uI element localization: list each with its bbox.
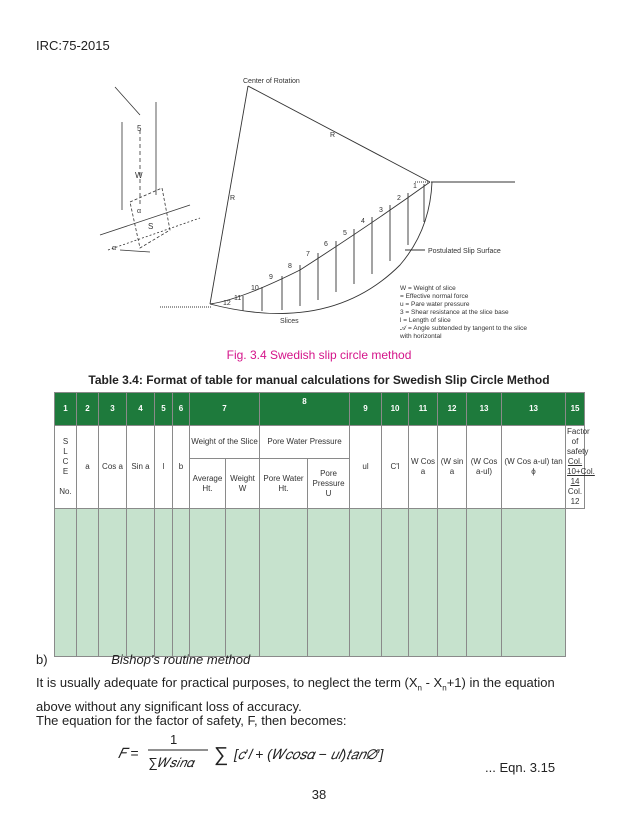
document-code: IRC:75-2015 [36, 38, 110, 53]
header-row-1 [55, 426, 585, 459]
col-num-1: 1 [55, 393, 77, 426]
equation-number: ... Eqn. 3.15 [485, 760, 556, 775]
header-weight-w: Weight W [226, 459, 260, 509]
header-wsin: (W sin a [438, 426, 467, 509]
body-cell [260, 509, 308, 657]
header-l: l [155, 426, 173, 509]
col-num-11: 11 [409, 393, 438, 426]
col-num-13a: 13 [467, 393, 502, 426]
para1-line-2: above without any significant loss of accuracy. [36, 698, 302, 714]
body-cell [127, 509, 155, 657]
header-wcos: W Cos a [409, 426, 438, 509]
slice-num-2: 2 [397, 195, 401, 202]
legend-line-1: W = Weight of slice [400, 285, 456, 292]
col-num-13b: 13 [502, 393, 566, 426]
figure-caption: Fig. 3.4 Swedish slip circle method [226, 348, 412, 362]
body-cell [438, 509, 467, 657]
table-title: Table 3.4: Format of table for manual calculations for Swedish Slip Circle Method [88, 373, 550, 387]
body-cell [55, 509, 77, 657]
para1-part-a: It is usually adequate for practical purposes, to neglect the term (X [36, 675, 418, 690]
col-num-5: 5 [155, 393, 173, 426]
col-num-12: 12 [438, 393, 467, 426]
slice-num-11: 11 [234, 295, 242, 302]
legend-line-5: l = Length of slice [400, 317, 451, 324]
body-cell [77, 509, 99, 657]
slice-num-1: 1 [413, 183, 417, 190]
label-postulated-slip-surface: Postulated Slip Surface [428, 248, 501, 255]
header-wcos-ul-tan: (W Cos a-ul) tan ϕ [502, 426, 566, 509]
label-w: W [135, 171, 143, 180]
col-num-6: 6 [173, 393, 190, 426]
paragraph-1 [36, 674, 606, 716]
page-number: 38 [311, 787, 327, 802]
section-label: b) [36, 652, 48, 667]
slice-num-4: 4 [361, 218, 365, 225]
col-num-9: 9 [350, 393, 382, 426]
body-cell [350, 509, 382, 657]
body-cell [99, 509, 127, 657]
body-cell [382, 509, 409, 657]
col-num-3: 3 [99, 393, 127, 426]
swedish-slip-circle-figure [0, 0, 638, 360]
slice-char-s: S [62, 437, 69, 446]
label-radius-1: R [230, 195, 236, 202]
legend-line-4: 3 = Shear resistance at the slice base [400, 309, 509, 316]
legend-line-6: 𝒜 = Angle subtended by tangent to the slice [400, 325, 528, 332]
col-num-2: 2 [77, 393, 99, 426]
para1-part-b: - X [422, 675, 443, 690]
header-a: a [77, 426, 99, 509]
para1-sub-1: n [417, 683, 422, 693]
label-alpha-2: α [112, 245, 117, 252]
eq-f: 𝐹 = [118, 745, 139, 761]
body-cell [409, 509, 438, 657]
header-ul: ul [350, 426, 382, 509]
eq-body: [𝑐′𝑙 + (𝑊𝑐𝑜𝑠𝛼 − 𝑢𝑙)𝑡𝑎𝑛∅′] [234, 746, 384, 762]
slice-char-no: No. [59, 487, 72, 496]
body-cell [226, 509, 260, 657]
slice-num-12: 12 [223, 300, 231, 307]
paragraph-2: The equation for the factor of safety, F, then becomes: [36, 713, 347, 728]
calculation-table [54, 392, 595, 657]
eq-sum: ∑ [214, 744, 229, 766]
header-pore-group: Pore Water Pressure [260, 426, 350, 459]
header-c1: C'l [382, 426, 409, 509]
header-cos-a: Cos a [99, 426, 127, 509]
col-num-4: 4 [127, 393, 155, 426]
col-num-7: 7 [190, 393, 260, 426]
header-pore-pressure: Pore Pressure U [308, 459, 350, 509]
body-cell [502, 509, 566, 657]
label-radius-2: R [330, 132, 336, 139]
label-five: 5 [137, 124, 142, 133]
legend-line-3: u = Pare water pressure [400, 301, 470, 308]
slice-char-gap [56, 477, 75, 487]
label-s: S [148, 222, 154, 231]
header-factor-of-safety [566, 426, 595, 509]
slice-num-7: 7 [306, 251, 310, 258]
header-b: b [173, 426, 190, 509]
slice-numbers [223, 183, 417, 307]
eq-numerator: 1 [170, 732, 178, 747]
body-cell [190, 509, 226, 657]
header-pore-water-ht: Pore Water Ht. [260, 459, 308, 509]
para1-sub-2: n [442, 683, 447, 693]
fos-line-3: Col. 12 [567, 487, 583, 506]
col-num-8: 8 [260, 393, 350, 426]
label-alpha-1: α [137, 208, 142, 215]
section-heading [36, 651, 250, 669]
fos-line-1: Factor of safety [567, 427, 590, 456]
column-number-row [55, 393, 585, 426]
slice-num-9: 9 [269, 274, 273, 281]
eq-denominator: ∑𝑊𝑠𝑖𝑛𝛼 [148, 755, 194, 770]
label-slices: Slices [280, 318, 299, 325]
body-cell [173, 509, 190, 657]
col-num-15: 15 [566, 393, 585, 426]
factor-of-safety-equation [118, 730, 478, 778]
figure-legend [399, 285, 527, 340]
label-center-of-rotation: Center of Rotation [243, 78, 300, 85]
legend-line-7: with horizontal [400, 333, 442, 340]
header-wcos-ul: (W Cos a-ul) [467, 426, 502, 509]
body-cell [467, 509, 502, 657]
slice-char-e: E [62, 467, 69, 476]
body-cell [155, 509, 173, 657]
table-body-row [55, 509, 585, 657]
header-sin-a: Sin a [127, 426, 155, 509]
body-cell [308, 509, 350, 657]
slice-num-3: 3 [379, 207, 383, 214]
col-num-10: 10 [382, 393, 409, 426]
fos-line-2: Col. 10+Col. 14 [567, 457, 595, 486]
slice-num-5: 5 [343, 230, 347, 237]
slice-num-10: 10 [251, 285, 259, 292]
slip-circle-diagram [160, 86, 515, 314]
slice-char-c: C [62, 457, 69, 466]
header-weight-group: Weight of the Slice [190, 426, 260, 459]
section-title: Bishop's routine method [111, 652, 251, 667]
slice-no-header [55, 426, 77, 509]
slice-num-8: 8 [288, 263, 292, 270]
slice-char-l: L [63, 447, 68, 456]
header-average-ht: Average Ht. [190, 459, 226, 509]
legend-line-2: = Effective normal force [400, 293, 469, 300]
slice-num-6: 6 [324, 241, 328, 248]
para1-part-c: +1) in the equation [446, 675, 555, 690]
